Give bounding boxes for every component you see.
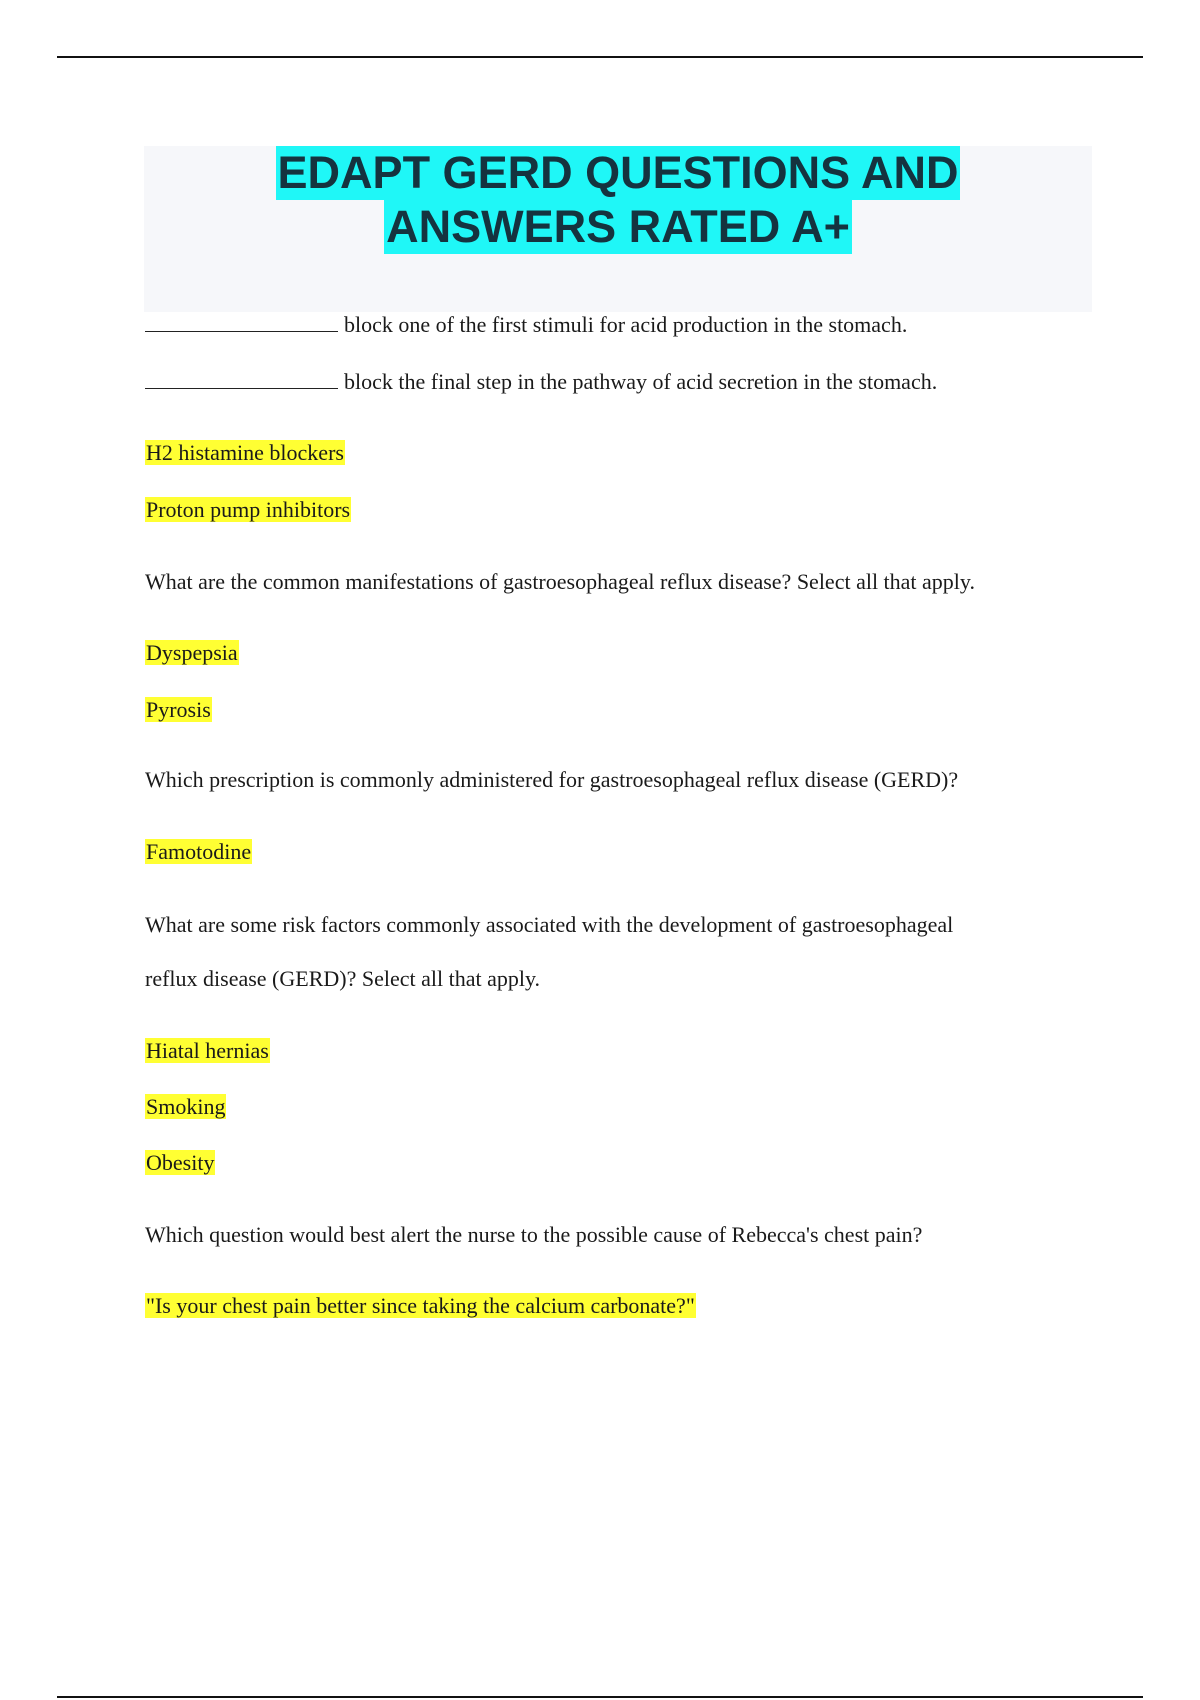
highlighted-answer: Famotodine — [146, 839, 252, 864]
bottom-rule — [57, 1696, 1143, 1698]
answer-item — [145, 638, 239, 668]
highlighted-answer: "Is your chest pain better since taking the calcium carbonate?" — [146, 1293, 695, 1318]
question-text: block the final step in the pathway of acid secretion in the stomach. — [344, 369, 938, 394]
question-fill-blank-1 — [145, 310, 907, 340]
blank-line — [145, 370, 338, 389]
page-title-line-1: EDAPT GERD QUESTIONS AND — [277, 147, 959, 198]
answer-item — [145, 837, 252, 867]
page-title-line-2: ANSWERS RATED A+ — [386, 201, 850, 252]
answer-item — [145, 1036, 270, 1066]
question-item — [145, 910, 953, 940]
blank-line — [145, 313, 338, 332]
title-banner — [144, 146, 1092, 312]
highlighted-answer: Proton pump inhibitors — [146, 497, 351, 522]
question-fill-blank-2 — [145, 367, 937, 397]
question-text: Which question would best alert the nurse to the possible cause of Rebecca's chest pain? — [145, 1222, 923, 1247]
question-text: What are the common manifestations of gastroesophageal reflux disease? Select all that apply. — [145, 569, 975, 594]
answer-item — [145, 1291, 696, 1321]
answer-item — [145, 1092, 226, 1122]
answer-item — [145, 438, 345, 468]
answer-item — [145, 1148, 215, 1178]
highlighted-answer: Hiatal hernias — [146, 1038, 269, 1063]
highlighted-answer: Smoking — [146, 1094, 226, 1119]
question-text: Which prescription is commonly administered for gastroesophageal reflux disease (GERD)? — [145, 767, 959, 792]
question-text: What are some risk factors commonly associated with the development of gastroesophageal — [145, 912, 954, 937]
top-rule — [57, 56, 1143, 58]
highlighted-answer: Obesity — [146, 1150, 215, 1175]
highlighted-answer: Pyrosis — [146, 697, 211, 722]
question-item-continued — [145, 964, 540, 994]
question-item — [145, 765, 958, 795]
answer-item — [145, 495, 351, 525]
highlighted-answer: Dyspepsia — [146, 640, 238, 665]
question-item — [145, 1220, 922, 1250]
question-item — [145, 567, 975, 597]
question-text: reflux disease (GERD)? Select all that apply. — [145, 966, 541, 991]
question-text: block one of the first stimuli for acid production in the stomach. — [344, 312, 908, 337]
answer-item — [145, 695, 212, 725]
highlighted-answer: H2 histamine blockers — [146, 440, 344, 465]
